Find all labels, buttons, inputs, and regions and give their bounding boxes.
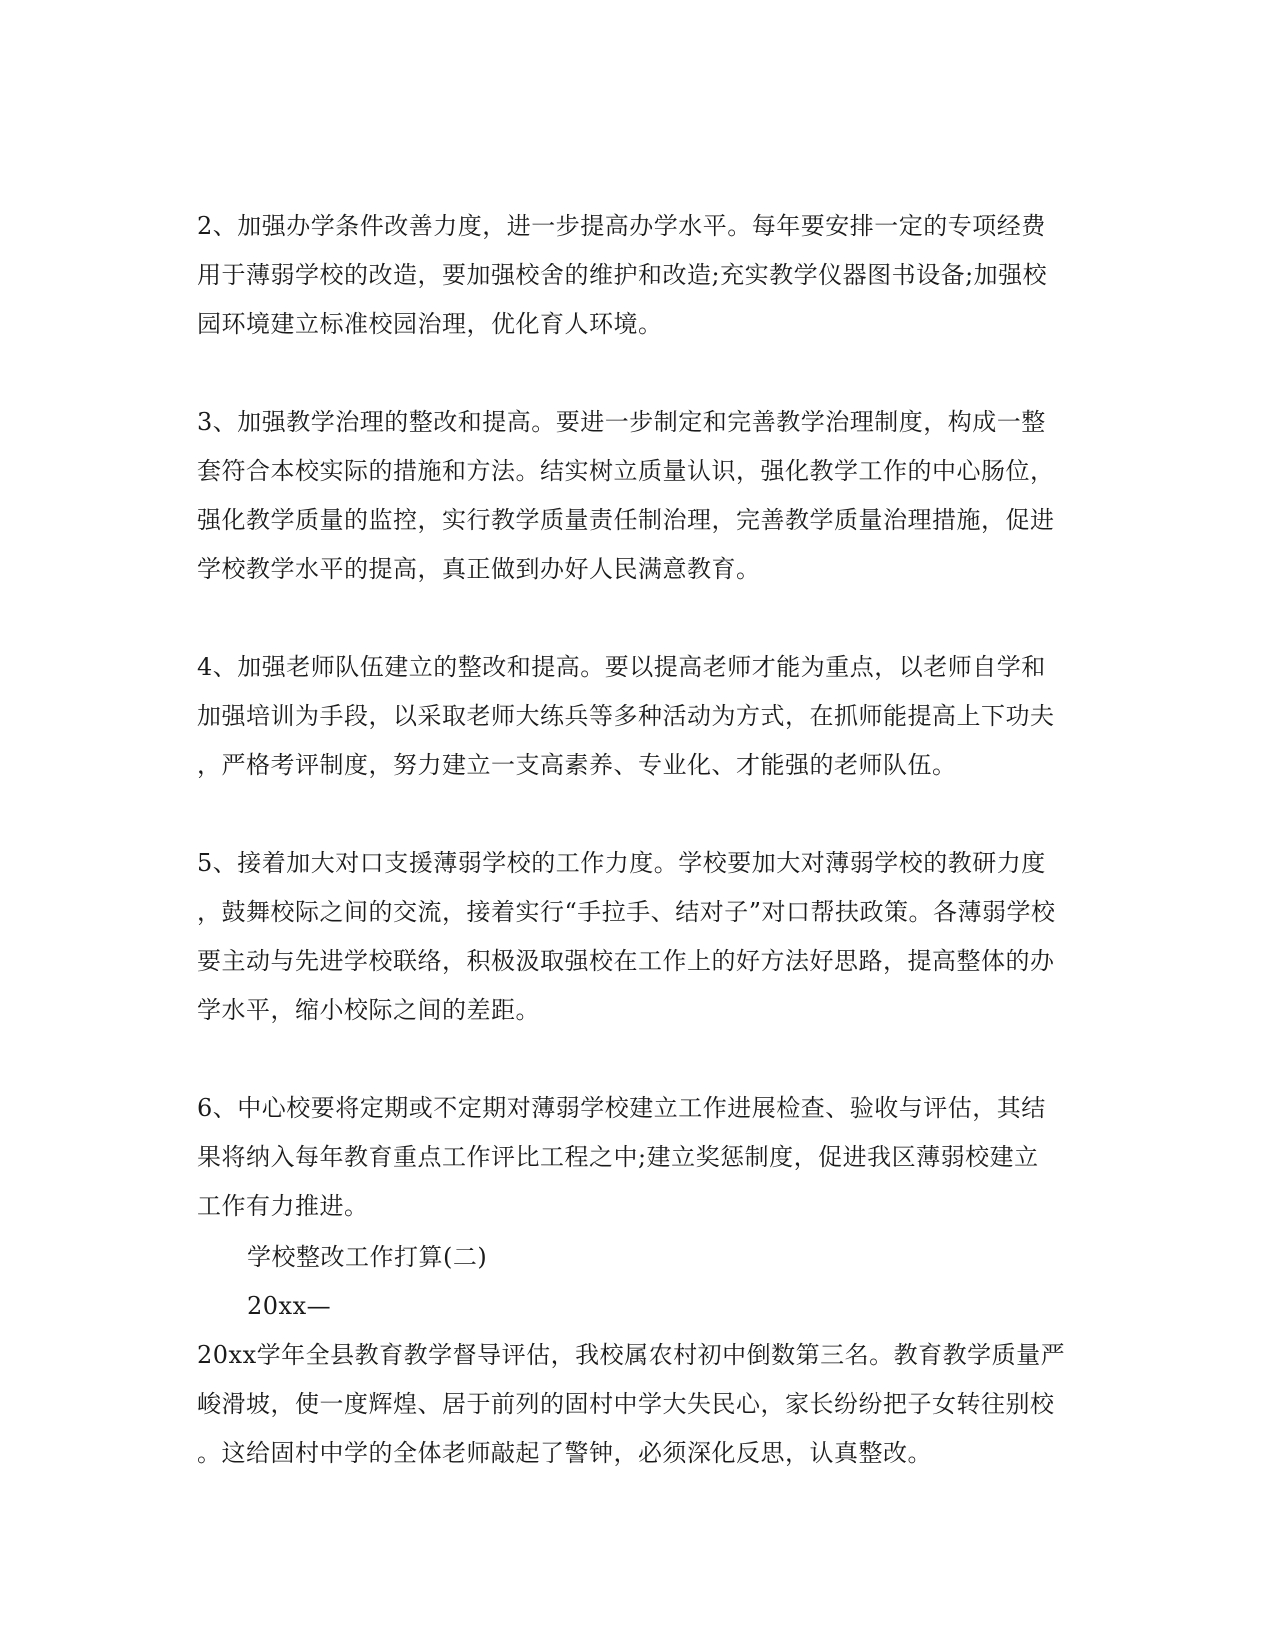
paragraph-line: 园环境建立标准校园治理，优化育人环境。 [197,310,663,338]
paragraph-5 [197,839,1077,1035]
paragraph-line: 峻滑坡，使一度辉煌、居于前列的固村中学大失民心，家长纷纷把子女转往别校 [197,1390,1055,1418]
paragraph-line: 要主动与先进学校联络，积极汲取强校在工作上的好方法好思路，提高整体的办 [197,947,1055,975]
section-date-line: 20xx— [247,1292,332,1320]
paragraph-line: ，严格考评制度，努力建立一支高素养、专业化、才能强的老师队伍。 [197,751,957,779]
paragraph-2 [197,202,1077,349]
paragraph-line: 6、中心校要将定期或不定期对薄弱学校建立工作进展检查、验收与评估，其结 [197,1094,1046,1122]
paragraph-3 [197,398,1077,594]
section-title: 学校整改工作打算(二) [247,1243,488,1271]
paragraph-line: ，鼓舞校际之间的交流，接着实行“手拉手、结对子”对口帮扶政策。各薄弱学校 [197,898,1056,926]
paragraph-line: 工作有力推进。 [197,1192,369,1220]
paragraph-6 [197,1084,1077,1231]
paragraph-line: 。这给固村中学的全体老师敲起了警钟，必须深化反思，认真整改。 [197,1439,932,1467]
paragraph-line: 4、加强老师队伍建立的整改和提高。要以提高老师才能为重点，以老师自学和 [197,653,1046,681]
paragraph-line: 强化教学质量的监控，实行教学质量责任制治理，完善教学质量治理措施，促进 [197,506,1055,534]
paragraph-line: 套符合本校实际的措施和方法。结实树立质量认识，强化教学工作的中心肠位， [197,457,1055,485]
paragraph-line: 3、加强教学治理的整改和提高。要进一步制定和完善教学治理制度，构成一整 [197,408,1046,436]
paragraph-line: 用于薄弱学校的改造，要加强校舍的维护和改造;充实教学仪器图书设备;加强校 [197,261,1048,289]
paragraph-line: 2、加强办学条件改善力度，进一步提高办学水平。每年要安排一定的专项经费 [197,212,1046,240]
paragraph-line: 学校教学水平的提高，真正做到办好人民满意教育。 [197,555,761,583]
paragraph-line: 果将纳入每年教育重点工作评比工程之中;建立奖惩制度，促进我区薄弱校建立 [197,1143,1039,1171]
paragraph-line: 学水平，缩小校际之间的差距。 [197,996,540,1024]
paragraph-line: 5、接着加大对口支援薄弱学校的工作力度。学校要加大对薄弱学校的教研力度 [197,849,1046,877]
section-2 [197,1233,1077,1478]
paragraph-line: 加强培训为手段，以采取老师大练兵等多种活动为方式，在抓师能提高上下功夫 [197,702,1055,730]
paragraph-line: 20xx学年全县教育教学督导评估，我校属农村初中倒数第三名。教育教学质量严 [197,1341,1066,1369]
paragraph-4 [197,643,1077,790]
